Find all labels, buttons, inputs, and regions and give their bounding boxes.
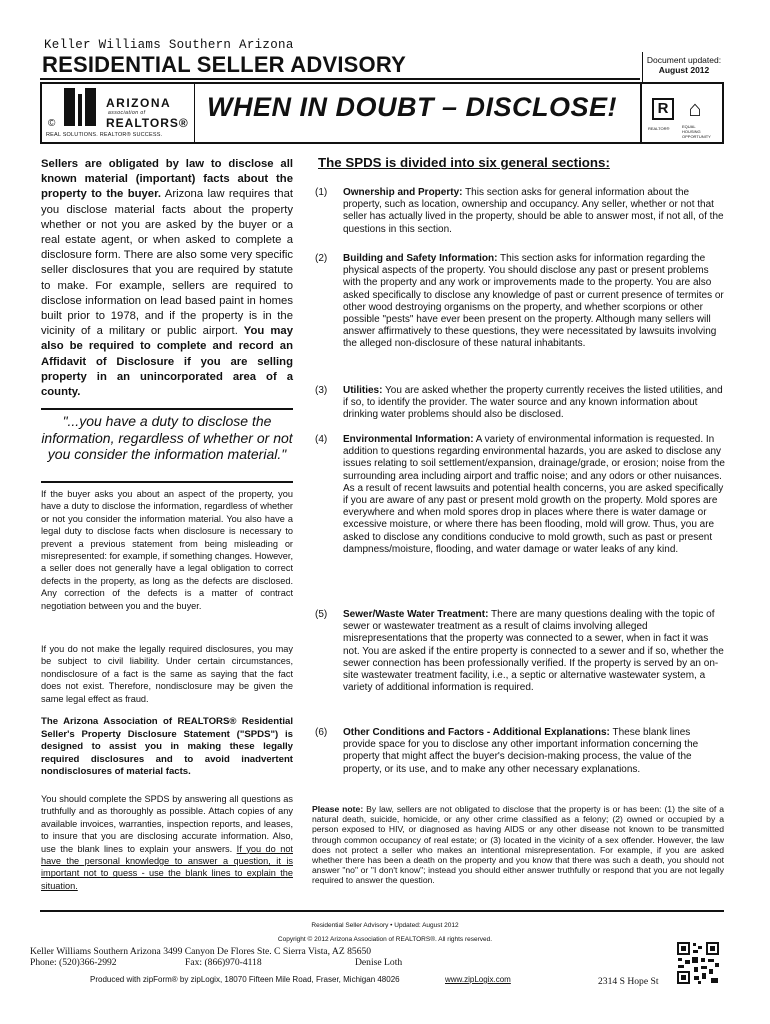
intro-text: Arizona law requires that you disclose material facts about the property whether or not you are asked by the buyer or a real estate agent, or when asked to complete a disclosure form. There are also some very specific seller disclosures that you are required by statute to make. For example, sellers are required to disclose information on lead based paint in homes built prior to 1978, and if the property is in the vicinity of a military or public airport. bbox=[41, 188, 294, 338]
section-text: This section asks for information regarding the physical aspects of the property. You should disclose any past or present problems with the property and any work or improvements made to the property. You are also asked specifically to disclose any knowledge of past or current presence of termites or other wood destroying organisms on the property, and whether scorpions or other possible "pests" have ever been present on the property. Although many sellers will answer affirmatively to these questions, they were necessitated by lawsuits involving the alleged non-disclosure of these natural inhabitants. bbox=[343, 253, 724, 350]
footer-advisory-line: Residential Seller Advisory • Updated: August 2012 bbox=[311, 922, 459, 929]
banner-divider bbox=[640, 84, 642, 142]
slogan: WHEN IN DOUBT – DISCLOSE! bbox=[207, 92, 618, 122]
logo-arizona: ARIZONA bbox=[106, 96, 172, 110]
section-heading: Sewer/Waste Water Treatment: bbox=[343, 609, 489, 620]
complete-spds-text: You should complete the SPDS by answering all questions as truthfully and as thoroughly as possible. Attach copies of any available invoices, warranties, inspection reports, and leases, to insure that you are disclosing accurate information. Also, use the blank lines to explain your answers. bbox=[41, 794, 293, 854]
intro-bold-affidavit: You may also be required to complete and record an Affidavit of Disclosure if you are selling property in an unincorporated area of a county. bbox=[41, 325, 293, 399]
doc-updated-date: August 2012 bbox=[658, 65, 710, 75]
intro-bold: Sellers are obligated by law to disclose all known material (important) facts about the property to the buyer. bbox=[41, 158, 293, 201]
section-number: (3) bbox=[315, 385, 328, 396]
bottom-rule bbox=[40, 910, 724, 912]
section-heading: Other Conditions and Factors - Additional Explanations: bbox=[343, 727, 610, 738]
guess-warning: If you do not have the personal knowledge to answer a question, it is important not to guess - use the blank lines to explain the situation. bbox=[41, 843, 293, 891]
section-number: (1) bbox=[315, 187, 328, 198]
section-heading: Environmental Information: bbox=[343, 434, 474, 445]
logo-realtors: REALTORS® bbox=[106, 116, 189, 130]
logo-association: association of bbox=[108, 110, 146, 116]
agent-address: Keller Williams Southern Arizona 3499 Canyon De Flores Ste. C Sierra Vista, AZ 85650 bbox=[30, 946, 372, 957]
section-text: You are asked whether the property currently receives the listed utilities, and if so, to identify the provider. The water source and any known information about drinking water problems should also be disclosed. bbox=[343, 385, 723, 421]
property-address: 2314 S Hope St bbox=[598, 976, 659, 987]
please-note-label: Please note: bbox=[312, 804, 364, 814]
quote-bottom-rule bbox=[41, 481, 293, 483]
section-other-conditions bbox=[315, 727, 725, 776]
section-number: (5) bbox=[315, 609, 328, 620]
please-note-text: By law, sellers are not obligated to disclose that the property is or has been: (1) the site of a natural death, suicide, homicide, or any other crime classified as a felony; (2) owned or occupied by a person exposed to HIV, or diagnosed as having AIDS or any other disease not known to be transmitted through common occupancy of real estate; or (3) located in the vicinity of a sex offender. However, the law does not protect a seller who makes an intentional misrepresentation. For example, if you are asked whether there has been a death on the property and you know that there was such a death, you should not answer "no" or "I don't know"; instead you should either answer truthfully or respond that you are not legally required to answer the question. bbox=[312, 804, 724, 886]
section-building-safety bbox=[315, 253, 725, 351]
section-number: (4) bbox=[315, 434, 328, 445]
sections-heading: The SPDS is divided into six general sections: bbox=[318, 155, 610, 170]
equal-housing-icon: ⌂ bbox=[688, 96, 702, 121]
brokerage-name: Keller Williams Southern Arizona bbox=[44, 38, 294, 52]
section-number: (6) bbox=[315, 727, 328, 738]
logo-copyright: © bbox=[48, 118, 56, 129]
section-number: (2) bbox=[315, 253, 328, 264]
aar-logo bbox=[42, 84, 195, 142]
spds-paragraph: The Arizona Association of REALTORS® Residential Seller's Property Disclosure Statement ("SPDS") is designed to assist you in making these legally required disclosures and to avoid inadvertent nondisclosures of material facts. bbox=[41, 716, 293, 778]
liability-paragraph: If you do not make the legally required disclosures, you may be subject to civil liability. Under certain circumstances, nondisclosure of a fact is the same as saying that the fact does not exist. Therefore, nondisclosure may be given the same legal effect as fraud. bbox=[41, 644, 293, 704]
section-heading: Ownership and Property: bbox=[343, 187, 463, 198]
agent-phone: Phone: (520)366-2992 bbox=[30, 957, 117, 968]
quote-top-rule bbox=[41, 408, 293, 410]
duty-paragraph: If the buyer asks you about an aspect of the property, you have a duty to disclose the information, regardless of whether or not you consider the information material. You also have a legal duty to disclose facts when disclosure is necessary to prevent a previous statement from being misleading or misrepresented: for example, if something changes. However, a seller does not generally have a legal obligation to correct defects in the property, as long as the defects are disclosed. Any correction of the defects is a matter of contract negotiation between you and the buyer. bbox=[41, 489, 293, 611]
intro-paragraph bbox=[41, 157, 293, 400]
section-text: A variety of environmental information is requested. In addition to questions regarding environmental hazards, you are asked to disclose any issues relating to soil settlement/expansion, drainage/grade, or erosion; noise from the surrounding area including airport and traffic noise; and any odors or other nuisances. As a result of recent lawsuits and potential health concerns, you are asked specifically if you are aware of any past or present mold growth on the property. Mold spores are everywhere and when mold spores drop in places where there is water damage or excessive moisture, or where there has been flooding, mold will grow. Thus, you are asked to disclose any conditions conducive to mold growth, such as past or present dampness/moisture, flooding, and water damage or water leaks of any kind. bbox=[343, 434, 725, 555]
logo-tagline: REAL SOLUTIONS. REALTOR® SUCCESS. bbox=[46, 132, 163, 138]
section-sewer bbox=[315, 609, 725, 694]
aar-logo-mark-icon bbox=[64, 88, 96, 126]
doc-updated-label: Document updated: bbox=[646, 55, 722, 65]
document-updated-box bbox=[642, 52, 725, 83]
footer-copyright: Copyright © 2012 Arizona Association of REALTORS®. All rights reserved. bbox=[277, 936, 493, 943]
section-heading: Utilities: bbox=[343, 385, 383, 396]
qr-code-icon bbox=[676, 941, 720, 985]
section-text: These blank lines provide space for you to disclose any other important information concerning the property that might affect the buyer's decision-making process, the value of the property, or its use, and to make any other necessary explanations. bbox=[343, 727, 699, 775]
equal-housing-caption: EQUAL HOUSING OPPORTUNITY bbox=[682, 124, 711, 139]
section-heading: Building and Safety Information: bbox=[343, 253, 498, 264]
page-title: RESIDENTIAL SELLER ADVISORY bbox=[42, 52, 406, 77]
title-rule bbox=[40, 78, 640, 80]
complete-spds-paragraph bbox=[41, 793, 293, 892]
banner bbox=[40, 82, 724, 144]
section-text: There are many questions dealing with the topic of sewer or wastewater treatment as a result of claims involving alleged misrepresentations that the property was connected to a sewer, when in fact it was not. You are asked if the entire property is connected to a sewer and if so, whether the sewer connection has been professionally verified. If the property is served by an on-site wastewater treatment facility, i.e., a septic or alternative wastewater system, a variety of additional information is required. bbox=[343, 609, 724, 694]
please-note-paragraph bbox=[312, 804, 724, 886]
realtor-caption: REALTOR® bbox=[648, 126, 670, 131]
section-ownership bbox=[315, 187, 725, 236]
section-environmental bbox=[315, 434, 725, 556]
ziplogix-link[interactable]: www.zipLogix.com bbox=[445, 975, 511, 984]
pull-quote: "...you have a duty to disclose the information, regardless of whether or not you consider the information material." bbox=[41, 413, 293, 462]
realtor-r-icon: R bbox=[652, 98, 674, 120]
agent-name: Denise Loth bbox=[355, 957, 403, 968]
agent-fax: Fax: (866)970-4118 bbox=[185, 957, 262, 968]
section-utilities bbox=[315, 385, 725, 422]
zipform-line: Produced with zipForm® by zipLogix, 18070 Fifteen Mile Road, Fraser, Michigan 48026 bbox=[90, 975, 400, 984]
section-text: This section asks for general information about the property, such as location, ownership and occupancy. Any seller, whether or not that seller has actually lived in the property, should be able to answer most, if not all, of the questions in this section. bbox=[343, 187, 724, 235]
